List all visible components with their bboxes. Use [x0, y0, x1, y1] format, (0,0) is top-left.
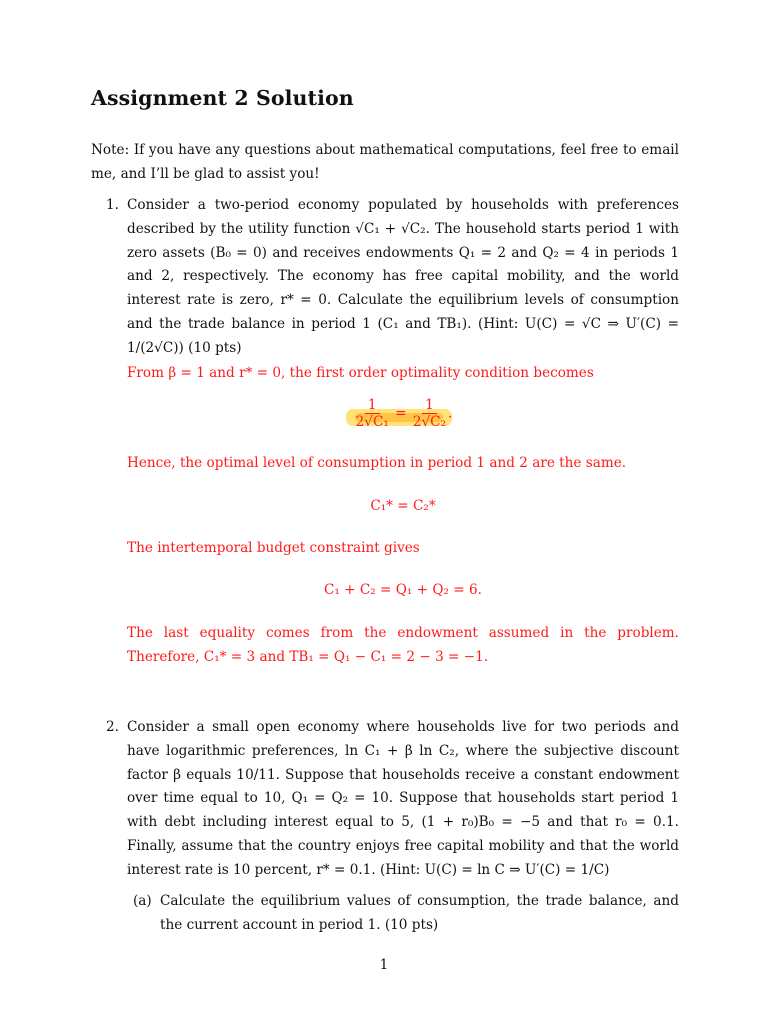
q2-text: Consider a small open economy where households live for two periods and have logarithmic preferences, ln C₁ + β ln C₂, where the subjective discount factor β equals 10/11. Suppose that households receive a constant endowment over time equal to 10, Q₁ = Q₂ = 10. Suppose that households start period 1 with debt including interest equal to 5, (1 + r₀)B₀ = −5 and that r₀ = 0.1. Finally, assume that the country enjoys free capital mobility and that the world interest rate is 10 percent, r* = 0.1. (Hint: U(C) = ln C ⇒ U′(C) = 1/C) — [127, 719, 679, 878]
q1-solution-last: The last equality comes from the endowment assumed in the problem. Therefore, C₁* = 3 and TB₁ = Q₁ − C₁ = 2 − 3 = −1. — [127, 625, 679, 665]
foc-right-denominator: 2√C₂ — [412, 414, 447, 430]
q1-solution-hence: Hence, the optimal level of consumption in period 1 and 2 are the same. — [127, 455, 627, 471]
foc-equals: = — [395, 405, 407, 422]
page-title: Assignment 2 Solution — [91, 86, 354, 110]
q2-number: 2. — [106, 719, 119, 735]
q2a-text: Calculate the equilibrium values of consumption, the trade balance, and the current account in period 1. (10 pts) — [160, 893, 679, 933]
foc-left-fraction — [356, 397, 389, 431]
foc-left-numerator: 1 — [365, 397, 380, 414]
note-paragraph: Note: If you have any questions about mathematical computations, feel free to email me, and I’ll be glad to assist you! — [91, 142, 679, 182]
q2a-label: (a) — [133, 893, 152, 909]
foc-right-numerator: 1 — [422, 397, 437, 414]
q1-solution-intro: From β = 1 and r* = 0, the first order optimality condition becomes — [127, 365, 594, 381]
foc-equation — [127, 397, 679, 431]
q1-solution-budget: The intertemporal budget constraint gives — [127, 540, 420, 556]
q1-text: Consider a two-period economy populated by households with preferences described by the utility function √C₁ + √C₂. The household starts period 1 with zero assets (B₀ = 0) and receives endowments Q₁ = 2 and Q₂ = 4 in periods 1 and 2, respectively. The economy has free capital mobility, and the world interest rate is zero, r* = 0. Calculate the equilibrium levels of consumption and the trade balance in period 1 (C₁ and TB₁). (Hint: U(C) = √C ⇒ U′(C) = 1/(2√C)) (10 pts) — [127, 197, 679, 356]
foc-period: . — [448, 405, 453, 422]
q1-number: 1. — [106, 197, 119, 213]
eq-same-consumption: C₁* = C₂* — [370, 498, 436, 514]
eq-budget-constraint: C₁ + C₂ = Q₁ + Q₂ = 6. — [324, 582, 482, 598]
page-number: 1 — [379, 957, 389, 973]
foc-left-denominator: 2√C₁ — [355, 414, 389, 430]
foc-right-fraction — [413, 397, 446, 431]
